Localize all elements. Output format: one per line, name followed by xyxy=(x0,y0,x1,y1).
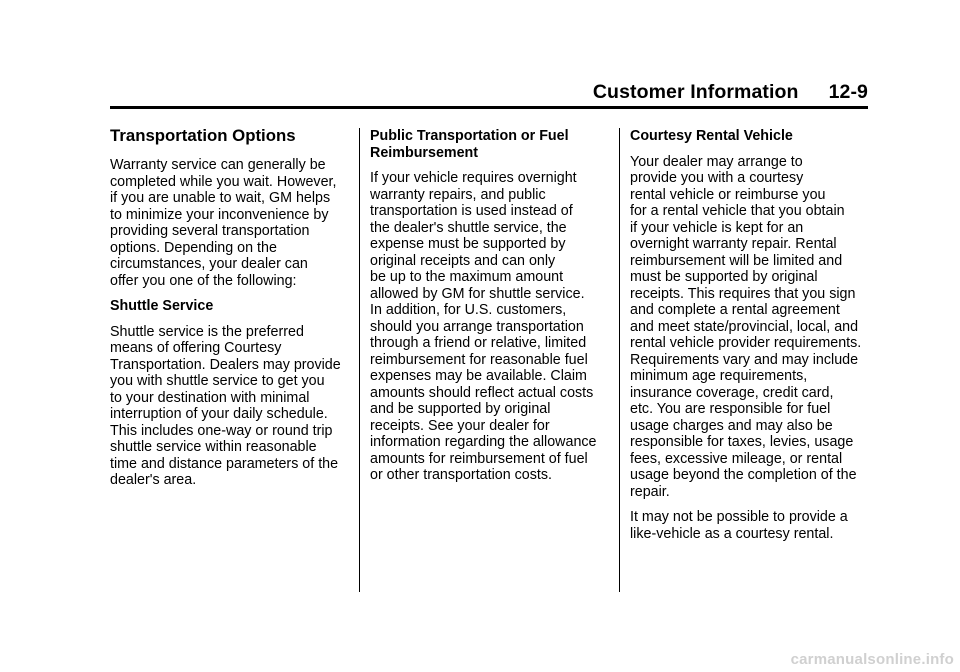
text-line: Transportation. Dealers may provide xyxy=(110,356,341,373)
header-title xyxy=(593,81,868,104)
text-line: rental vehicle provider requirements. xyxy=(630,335,862,351)
text-line: transportation is used instead of xyxy=(370,203,573,219)
column-divider-1 xyxy=(359,128,360,592)
text-line: interruption of your daily schedule. xyxy=(110,406,328,422)
text-line: minimum age requirements, xyxy=(630,368,808,384)
column-2 xyxy=(370,128,606,493)
text-line: expenses may be available. Claim xyxy=(370,368,587,384)
text-line: amounts should reflect actual costs xyxy=(370,384,594,401)
text-line: the dealer's shuttle service, the xyxy=(370,219,567,236)
courtesy-rental-paragraph xyxy=(630,154,870,501)
section-heading-transportation-options: Transportation Options xyxy=(110,126,296,145)
text-line: offer you one of the following: xyxy=(110,272,297,289)
text-line: Shuttle service is the preferred xyxy=(110,323,304,340)
text-line: if you are unable to wait, GM helps xyxy=(110,190,331,206)
text-line: means of offering Courtesy xyxy=(110,340,282,356)
closing-paragraph xyxy=(630,509,870,542)
text-line: rental vehicle or reimburse you xyxy=(630,186,826,203)
text-line: reimbursement for reasonable fuel xyxy=(370,351,588,368)
text-line: to your destination with minimal xyxy=(110,389,310,406)
text-line: through a friend or relative, limited xyxy=(370,335,587,351)
text-line: completed while you wait. However, xyxy=(110,173,337,190)
text-line: Your dealer may arrange to xyxy=(630,153,803,170)
column-divider-2 xyxy=(619,128,620,592)
text-line: expense must be supported by xyxy=(370,236,566,252)
text-line: In addition, for U.S. customers, xyxy=(370,302,567,318)
text-line: This includes one-way or round trip xyxy=(110,422,333,439)
text-line: providing several transportation xyxy=(110,223,310,239)
subheading-shuttle-service: Shuttle Service xyxy=(110,298,214,314)
text-line: etc. You are responsible for fuel xyxy=(630,401,831,417)
subheading-public-transportation xyxy=(370,128,606,161)
text-line: responsible for taxes, levies, usage xyxy=(630,434,854,450)
text-line: original receipts and can only xyxy=(370,252,556,269)
intro-paragraph xyxy=(110,157,350,289)
text-line: information regarding the allowance xyxy=(370,434,597,450)
text-line: Requirements vary and may include xyxy=(630,351,859,368)
text-line: allowed by GM for shuttle service. xyxy=(370,285,585,302)
public-transportation-paragraph xyxy=(370,170,606,484)
text-line: for a rental vehicle that you obtain xyxy=(630,203,845,219)
text-line: you with shuttle service to get you xyxy=(110,373,325,389)
text-line: It may not be possible to provide a xyxy=(630,509,848,525)
text-line: and be supported by original xyxy=(370,401,551,417)
subheading-courtesy-rental: Courtesy Rental Vehicle xyxy=(630,128,793,144)
text-line: usage beyond the completion of the xyxy=(630,467,857,483)
shuttle-service-paragraph xyxy=(110,324,350,489)
text-line: warranty repairs, and public xyxy=(370,186,546,203)
text-line: overnight warranty repair. Rental xyxy=(630,236,837,252)
text-line: fees, excessive mileage, or rental xyxy=(630,450,843,467)
column-1 xyxy=(110,126,350,498)
text-line: options. Depending on the xyxy=(110,239,277,256)
text-line: insurance coverage, credit card, xyxy=(630,384,834,401)
text-line: usage charges and may also be xyxy=(630,417,833,434)
text-line: reimbursement will be limited and xyxy=(630,252,843,269)
watermark-text: carmanualsonline.info xyxy=(790,651,954,668)
header-rule xyxy=(110,106,868,109)
text-line: and meet state/provincial, local, and xyxy=(630,318,859,335)
text-line: be up to the maximum amount xyxy=(370,269,564,285)
text-line: Warranty service can generally be xyxy=(110,157,326,173)
text-line: repair. xyxy=(630,483,670,500)
text-line: receipts. This requires that you sign xyxy=(630,285,856,302)
text-line: to minimize your inconvenience by xyxy=(110,206,329,223)
text-line: must be supported by original xyxy=(630,269,818,285)
text-line: and complete a rental agreement xyxy=(630,302,840,318)
text-line: circumstances, your dealer can xyxy=(110,256,308,272)
header-section: Customer Information xyxy=(592,81,799,103)
text-line: time and distance parameters of the xyxy=(110,455,339,472)
text-line: Public Transportation or Fuel xyxy=(370,128,569,144)
text-line: provide you with a courtesy xyxy=(630,170,804,186)
text-line: should you arrange transportation xyxy=(370,318,584,335)
text-line: Reimbursement xyxy=(370,144,479,161)
text-line: or other transportation costs. xyxy=(370,467,552,483)
text-line: If your vehicle requires overnight xyxy=(370,170,577,186)
text-line: dealer's area. xyxy=(110,472,197,488)
page-header xyxy=(110,80,868,106)
text-line: receipts. See your dealer for xyxy=(370,417,550,434)
text-line: amounts for reimbursement of fuel xyxy=(370,450,588,467)
text-line: like-vehicle as a courtesy rental. xyxy=(630,525,834,542)
column-3 xyxy=(630,128,870,551)
text-line: if your vehicle is kept for an xyxy=(630,219,804,236)
text-line: shuttle service within reasonable xyxy=(110,439,317,455)
header-page-number: 12-9 xyxy=(828,81,868,103)
